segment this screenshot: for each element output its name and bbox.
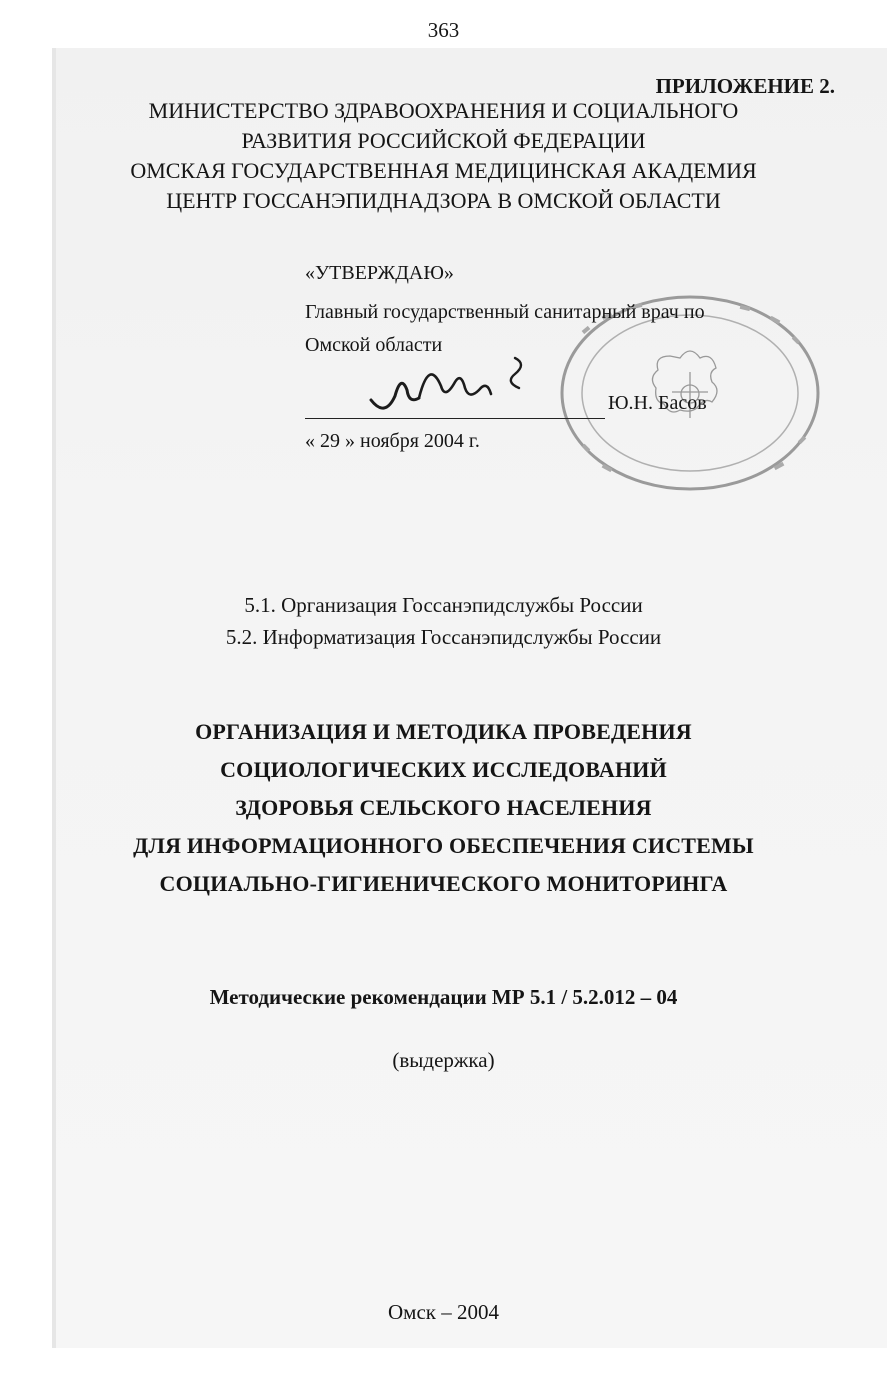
organization-line-1: МИНИСТЕРСТВО ЗДРАВООХРАНЕНИЯ И СОЦИАЛЬНОГО xyxy=(148,98,739,123)
approver-name: Ю.Н. Басов xyxy=(608,392,707,414)
scan-edge xyxy=(52,48,56,1348)
section-code-2: 5.2. Информатизация Госсанэпидслужбы России xyxy=(225,625,662,649)
document-title-line-3: ЗДОРОВЬЯ СЕЛЬСКОГО НАСЕЛЕНИЯ xyxy=(235,795,652,820)
document-title-line-5: СОЦИАЛЬНО-ГИГИЕНИЧЕСКОГО МОНИТОРИНГА xyxy=(159,871,728,896)
signature-line xyxy=(305,418,605,419)
approver-position-line-2: Омской области xyxy=(305,334,443,356)
document-title-line-2: СОЦИОЛОГИЧЕСКИХ ИССЛЕДОВАНИЙ xyxy=(220,757,667,782)
approval-date: « 29 » ноября 2004 г. xyxy=(305,430,480,452)
document-title-line-1: ОРГАНИЗАЦИЯ И МЕТОДИКА ПРОВЕДЕНИЯ xyxy=(195,719,692,744)
approval-heading: «УТВЕРЖДАЮ» xyxy=(305,262,454,284)
excerpt-note: (выдержка) xyxy=(392,1048,495,1072)
organization-line-2: РАЗВИТИЯ РОССИЙСКОЙ ФЕДЕРАЦИИ xyxy=(241,128,646,153)
appendix-label: ПРИЛОЖЕНИЕ 2. xyxy=(655,74,835,98)
place-and-year: Омск – 2004 xyxy=(388,1300,499,1324)
scan-bleed-through xyxy=(52,48,887,1348)
organization-line-3: ОМСКАЯ ГОСУДАРСТВЕННАЯ МЕДИЦИНСКАЯ АКАДЕМИЯ xyxy=(130,158,757,183)
section-code-1: 5.1. Организация Госсанэпидслужбы России xyxy=(244,593,643,617)
document-title-line-4: ДЛЯ ИНФОРМАЦИОННОГО ОБЕСПЕЧЕНИЯ СИСТЕМЫ xyxy=(133,833,754,858)
page-number: 363 xyxy=(427,18,460,42)
document-code: Методические рекомендации МР 5.1 / 5.2.012 – 04 xyxy=(209,985,678,1009)
organization-line-4: ЦЕНТР ГОССАНЭПИДНАДЗОРА В ОМСКОЙ ОБЛАСТИ xyxy=(166,188,721,213)
approver-position xyxy=(305,296,845,362)
approver-position-line-1: Главный государственный санитарный врач по xyxy=(305,301,705,323)
handwritten-signature xyxy=(365,352,565,422)
